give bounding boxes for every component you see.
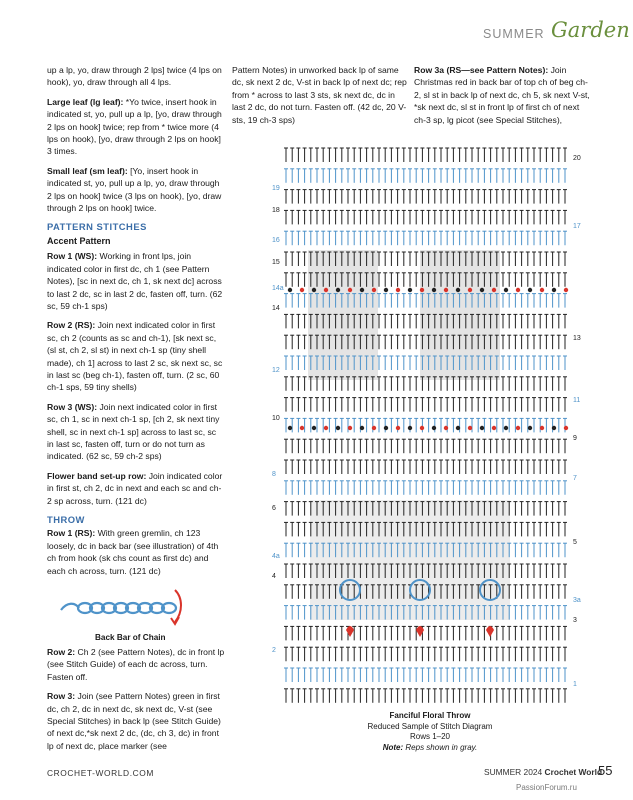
row-label-left: 15 [272, 259, 280, 266]
row-label-right: 7 [573, 475, 577, 482]
accent-dot [432, 288, 436, 292]
caption-rows: Rows 1–20 [409, 732, 451, 741]
accent-dot [420, 426, 424, 430]
section-heading-throw: THROW [47, 514, 85, 525]
footer-website: CROCHET-WORLD.COM [47, 768, 154, 778]
row-label-right: 5 [573, 539, 577, 546]
accent-dot [456, 426, 460, 430]
row-label-left: 10 [272, 415, 280, 422]
large-leaf-paragraph: Large leaf (lg leaf): *Yo twice, insert hook in indicated st, yo, pull up a lp, [yo, draw through 2 lps on hook] twice; rep from * twice more (4 lps on hook), [yo, draw through 2 lps on hook] 3 times. [47, 96, 222, 157]
accent-dot [288, 288, 292, 292]
accent-dot [552, 288, 556, 292]
row-label-right: 3a [573, 597, 581, 604]
subheading-accent-pattern: Accent Pattern [47, 235, 111, 246]
paragraph-continued: up a lp, yo, draw through 2 lps] twice (4 lps on hook), yo, draw through all 4 lps. [47, 65, 222, 88]
row-label-left: 16 [272, 237, 280, 244]
chain-caption: Back Bar of Chain [95, 633, 166, 642]
row-label-right: 3 [573, 617, 577, 624]
accent-dot [408, 426, 412, 430]
row-label-left: 18 [272, 207, 280, 214]
accent-dot [492, 426, 496, 430]
accent-row2: Row 2 (RS): Join next indicated color in first sc, ch 2 (counts as sc and ch-1), [sk next sc, (sl st, ch 2, sl st) in next ch-1 sp (tiny shell made), ch 1] across to last 2 sc, sk next sc, sc in last sc (beg ch-1), fasten off, turn. (2 sc, 60 ch-1 sps, 59 tiny shells) [47, 320, 223, 393]
accent-dot [324, 288, 328, 292]
row-label-right: 11 [573, 397, 581, 404]
accent-dot [432, 426, 436, 430]
accent-dot [480, 288, 484, 292]
accent-dot [384, 426, 388, 430]
accent-dot [492, 288, 496, 292]
accent-dot [372, 426, 376, 430]
row-label-left: 14a [272, 285, 284, 292]
row-label-right: 13 [573, 335, 581, 342]
row-label-left: 19 [272, 185, 280, 192]
row-label-left: 4 [272, 573, 276, 580]
accent-dot [360, 288, 364, 292]
accent-dot [456, 288, 460, 292]
row-label-left: 2 [272, 647, 276, 654]
accent-dot [396, 426, 400, 430]
magazine-section-header [483, 14, 630, 50]
caption-subtitle: Reduced Sample of Stitch Diagram [367, 721, 493, 731]
row-label-left: 8 [272, 471, 276, 478]
throw-row1: Row 1 (RS): With green gremlin, ch 123 loosely, dc in back bar (see illustration) of 4th ch from hook (sk chs count as first dc) and each ch across, turn. (121 dc) [47, 528, 219, 576]
accent-dot [336, 288, 340, 292]
caption-note: Note: Reps shown in gray. [382, 742, 478, 752]
accent-dot [348, 288, 352, 292]
row3-continued: Pattern Notes) in unworked back lp of same dc, sk next 2 dc, V-st in back lp of next dc; rep from * across to last 3 sts, sk next dc, dc in last 2 dc, do not turn. Fasten off. (42 dc, 20 V-sts, 19 ch-3 sps) [232, 65, 407, 125]
caption-title: Fanciful Floral Throw [389, 711, 471, 720]
accent-row3: Row 3 (WS): Join next indicated color in first sc, ch 1, sc in next ch-1 sp, [ch 2, sk next tiny shell, sc in next ch-1 sp] across to last sc, sc in last sc, fasten off, turn or do not turn as indicated. (62 sc, 59 ch-2 sps) [47, 401, 220, 462]
small-leaf-paragraph: Small leaf (sm leaf): [Yo, insert hook in indicated st, yo, pull up a lp, yo, draw through 2 lps on hook] twice (3 lps on hook), [yo, draw through 2 lps on hook] twice. [47, 165, 222, 214]
flower-band-paragraph: Flower band set-up row: Join indicated color in first st, ch 2, dc in next and each sc and ch-2 sp across, turn. (121 dc) [47, 470, 223, 506]
row-label-left: 14 [272, 305, 280, 312]
row-label-left: 12 [272, 367, 280, 374]
watermark: PassionForum.ru [516, 783, 577, 792]
header-garden: Garden [551, 18, 630, 42]
footer-issue: SUMMER 2024 Crochet World [484, 767, 603, 777]
accent-dot [480, 426, 484, 430]
accent-dot [444, 288, 448, 292]
page-number: 55 [598, 763, 613, 778]
row-label-right: 17 [573, 223, 581, 230]
accent-dot [468, 288, 472, 292]
rep-shade-left [308, 250, 378, 380]
row-label-left: 6 [272, 505, 276, 512]
text-column-1 [47, 64, 225, 584]
back-bar-chain-illustration [57, 580, 197, 630]
accent-dot [312, 288, 316, 292]
accent-dot [540, 288, 544, 292]
accent-dot [396, 288, 400, 292]
accent-dot [552, 426, 556, 430]
accent-dot [528, 288, 532, 292]
accent-dot [504, 426, 508, 430]
row-label-right: 9 [573, 435, 577, 442]
accent-dot [516, 288, 520, 292]
accent-dot [516, 426, 520, 430]
text-column-1-lower [47, 646, 225, 759]
accent-dot [336, 426, 340, 430]
text-column-3 [414, 64, 592, 133]
accent-dot [528, 426, 532, 430]
row-label-right: 1 [573, 681, 577, 688]
header-summer: SUMMER [483, 27, 545, 41]
accent-dot [420, 288, 424, 292]
throw-row3: Row 3: Join (see Pattern Notes) green in first dc, ch 2, dc in next dc, sk next dc, V-st (see Special Stitches) in back lp (see Stitch Guide) of next dc,*sk next 2 dc, (dc, ch 3, dc) in front lp of next dc, place marker (see [47, 691, 221, 751]
section-heading-pattern-stitches: PATTERN STITCHES [47, 221, 147, 233]
accent-dot [324, 426, 328, 430]
accent-dot [564, 426, 568, 430]
text-column-2 [232, 64, 408, 133]
row3a-paragraph: Row 3a (RS—see Pattern Notes): Join Christmas red in back bar of top ch of beg ch-2, sl st in back lp of next dc, ch 5, sk next V-st, *sk next dc, sl st in front lp of first ch of next ch-3 sp, lg picot (see Special Stitches), [414, 65, 590, 125]
diagram-caption [330, 711, 530, 753]
accent-dot [408, 288, 412, 292]
accent-dot [384, 288, 388, 292]
accent-dot [540, 426, 544, 430]
row-label-right: 20 [573, 155, 581, 162]
accent-dot [348, 426, 352, 430]
accent-dot [300, 288, 304, 292]
heart-motif [486, 626, 494, 637]
accent-dot [312, 426, 316, 430]
row-label-left: 4a [272, 553, 280, 560]
accent-dot [504, 288, 508, 292]
accent-row1: Row 1 (WS): Working in front lps, join indicated color in first dc, ch 1 (see Pattern Notes), [sc in next dc, ch 1, sk next dc] across to last 2 dc, sc in last 2 dc, fasten off, turn. (62 sc, 59 ch-1 sps) [47, 251, 223, 311]
heart-motif [346, 626, 354, 637]
throw-row2: Row 2: Ch 2 (see Pattern Notes), dc in front lp (see Stitch Guide) of each dc across, turn. Fasten off. [47, 647, 225, 682]
rep-shade-lower [310, 500, 510, 620]
accent-dot [564, 288, 568, 292]
accent-dot [444, 426, 448, 430]
accent-dot [372, 288, 376, 292]
accent-dot [468, 426, 472, 430]
accent-dot [300, 426, 304, 430]
accent-dot [288, 426, 292, 430]
accent-dot [360, 426, 364, 430]
stitch-diagram [270, 140, 582, 708]
